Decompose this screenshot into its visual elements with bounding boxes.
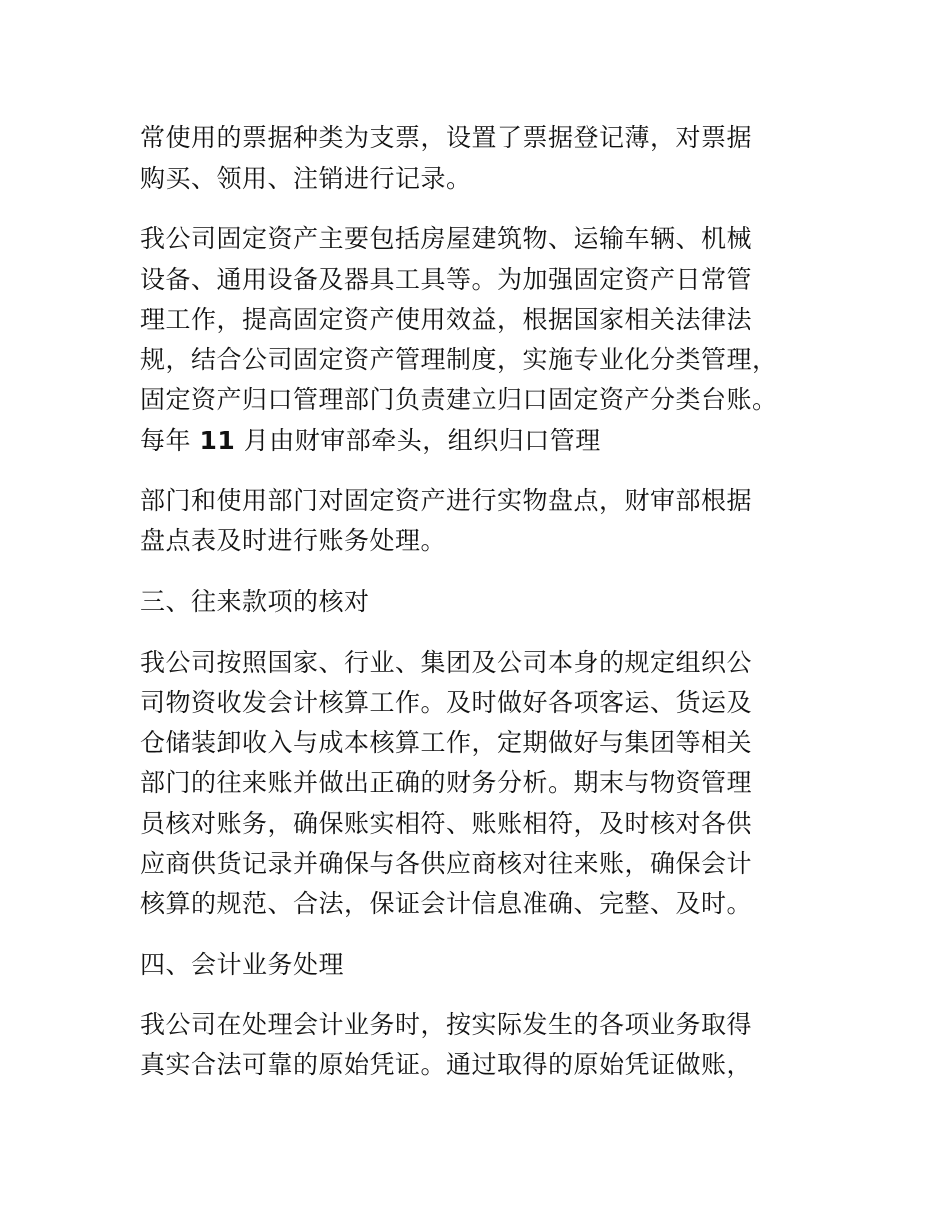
para4-line-2: 司物资收发会计核算工作。及时做好各项客运、货运及 [140,688,753,717]
para4-line-5: 员核对账务，确保账实相符、账账相符，及时核对各供 [140,809,753,838]
para5-line-2: 真实合法可靠的原始凭证。通过取得的原始凭证做账， [140,1050,753,1079]
para1-line-1: 常使用的票据种类为支票，设置了票据登记薄，对票据 [140,123,753,152]
para4-line-7: 核算的规范、合法，保证会计信息准确、完整、及时。 [140,889,753,918]
section-heading-4: 四、会计业务处理 [140,950,345,979]
para4-line-1: 我公司按照国家、行业、集团及公司本身的规定组织公 [140,648,753,677]
para2-line-4: 规，结合公司固定资产管理制度，实施专业化分类管理， [140,345,778,374]
para4-line-4: 部门的往来账并做出正确的财务分析。期末与物资管理 [140,768,753,797]
para4-line-6: 应商供货记录并确保与各供应商核对往来账，确保会计 [140,849,753,878]
para2-line-6-prefix: 每年 [140,426,200,455]
para2-line-2: 设备、通用设备及器具工具等。为加强固定资产日常管 [140,265,753,294]
para3-line-1: 部门和使用部门对固定资产进行实物盘点，财审部根据 [140,486,753,515]
para2-line-1: 我公司固定资产主要包括房屋建筑物、运输车辆、机械 [140,224,753,253]
month-number: 11 [199,426,236,455]
para3-line-2: 盘点表及时进行账务处理。 [140,526,447,555]
para2-line-6 [140,426,601,456]
para2-line-3: 理工作，提高固定资产使用效益，根据国家相关法律法 [140,305,753,334]
para2-line-5: 固定资产归口管理部门负责建立归口固定资产分类台账。 [140,385,778,414]
para5-line-1: 我公司在处理会计业务时，按实际发生的各项业务取得 [140,1010,753,1039]
para2-line-6-suffix: 月由财审部牵头，组织归口管理 [235,426,601,455]
para1-line-2: 购买、领用、注销进行记录。 [140,164,472,193]
section-heading-3: 三、往来款项的核对 [140,587,370,616]
para4-line-3: 仓储装卸收入与成本核算工作，定期做好与集团等相关 [140,728,753,757]
